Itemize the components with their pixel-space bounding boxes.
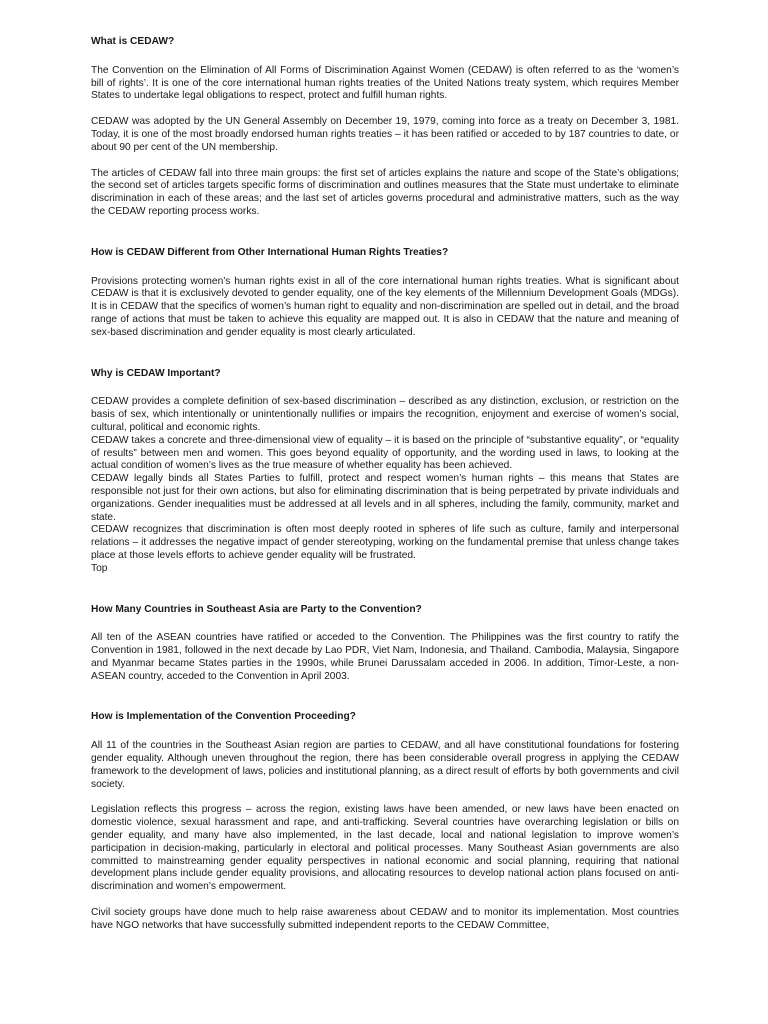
paragraph: CEDAW legally binds all States Parties to fulfill, protect and respect women’s human rights – this means that States are responsible not just for their own actions, but also for eliminating discrimination that is being perpetrated by private individuals and organizations. Gender inequalities must be addressed at all levels and in all spheres, including the family, community, market and state. <box>91 473 679 523</box>
paragraph: Provisions protecting women’s human rights exist in all of the core international human rights treaties. What is significant about CEDAW is that it is exclusively devoted to gender equality, one of the key elements of the Millennium Development Goals (MDGs). It is in CEDAW that the specifics of women’s human right to equality and non-discrimination are spelled out in detail, and the broad range of actions that must be taken to achieve this equality are mapped out. It is also in CEDAW that the nature and meaning of sex-based discrimination and gender equality is most clearly articulated. <box>91 275 679 338</box>
paragraph: The Convention on the Elimination of All Forms of Discrimination Against Women (CEDAW) is often referred to as the ‘women’s bill of rights’. It is one of the core international human rights treaties of the United Nations treaty system, which requires Member States to undertake legal obligations to respect, protect and fulfill human rights. <box>91 64 679 102</box>
paragraph: All ten of the ASEAN countries have ratified or acceded to the Convention. The Philippines was the first country to ratify the Convention in 1981, followed in the next decade by Lao PDR, Viet Nam, Indonesia, and Thailand. Cambodia, Malaysia, Singapore and Myanmar became States parties in the 1990s, while Brunei Darussalam acceded in 2006. In addition, Timor-Leste, a non-ASEAN country, acceded to the Convention in April 2003. <box>91 632 679 682</box>
paragraph: CEDAW recognizes that discrimination is often most deeply rooted in spheres of life such as culture, family and interpersonal relations – it addresses the negative impact of gender stereotyping, working on the fundamental premise that unless change takes place at those levels efforts to achieve gender equality will be frustrated. <box>91 524 679 561</box>
section-heading: How is Implementation of the Convention Proceeding? <box>91 711 356 723</box>
paragraph: Civil society groups have done much to help raise awareness about CEDAW and to monitor its implementation. Most countries have NGO networks that have successfully submitted independent reports to the CEDAW Committee, <box>91 907 679 931</box>
document-page <box>91 36 679 933</box>
section-heading: What is CEDAW? <box>91 36 175 47</box>
section-heading: How Many Countries in Southeast Asia are Party to the Convention? <box>91 603 422 615</box>
paragraph: Legislation reflects this progress – across the region, existing laws have been amended, or new laws have been enacted on domestic violence, sexual harassment and rape, and anti-trafficking. Several countries have overarching legislation or bills on gender equality, and many have also implemented, in the last decade, local and national legislation to improve women’s participation in decision-making, particularly in electoral and political processes. Many Southeast Asian governments are also committed to mainstreaming gender equality perspectives in national economic and social planning, requiring that national development plans include gender equality provisions, and allocating resources to develop national action plans focused on anti-discrimination and women’s empowerment. <box>91 804 679 893</box>
section-heading: How is CEDAW Different from Other International Human Rights Treaties? <box>91 246 449 258</box>
paragraph: All 11 of the countries in the Southeast Asian region are parties to CEDAW, and all have constitutional foundations for fostering gender equality. Although uneven throughout the region, there has been considerable overall progress in applying the CEDAW framework to the development of laws, policies and institutional planning, as a direct result of efforts by both governments and civil society. <box>91 740 679 790</box>
paragraph: CEDAW provides a complete definition of sex-based discrimination – described as any distinction, exclusion, or restriction on the basis of sex, which intentionally or unintentionally nullifies or impairs the recognition, enjoyment and exercise of women’s social, cultural, political and economic rights. <box>91 396 679 433</box>
top-link[interactable]: Top <box>91 562 108 574</box>
section-heading: Why is CEDAW Important? <box>91 367 221 379</box>
paragraph: The articles of CEDAW fall into three main groups: the first set of articles explains the nature and scope of the State’s obligations; the second set of articles targets specific forms of discrimination and outlines measures that the State must undertake to eliminate discrimination in each of these areas; and the last set of articles governs procedural and administrative matters, such as the way the CEDAW reporting process works. <box>91 167 679 217</box>
paragraph: CEDAW was adopted by the UN General Assembly on December 19, 1979, coming into force as a treaty on December 3, 1981. Today, it is one of the most broadly endorsed human rights treaties – it has been ratified or acceded to by 187 countries to date, or about 90 per cent of the UN membership. <box>91 116 679 153</box>
paragraph: CEDAW takes a concrete and three-dimensional view of equality – it is based on the principle of “substantive equality”, or “equality of results” between men and women. This goes beyond equality of opportunity, and the wording used in laws, to looking at the actual condition of women’s lives as the true measure of whether equality has been achieved. <box>91 434 679 472</box>
